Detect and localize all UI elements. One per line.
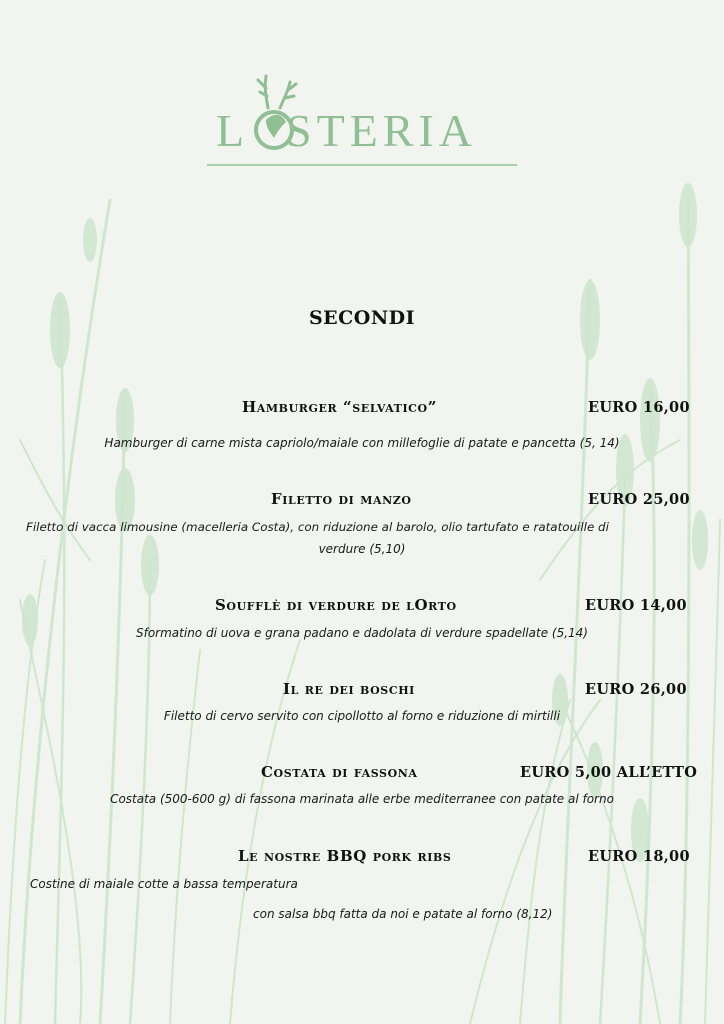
dish-description: Filetto di cervo servito con cipollotto al forno e riduzione di mirtilli: [163, 709, 561, 723]
dish-description: verdure (5,10): [318, 542, 406, 556]
section-title: SECONDI: [308, 307, 416, 329]
dish-price: EURO 5,00 ALL’ETTO: [520, 764, 698, 781]
restaurant-logo: [0, 0, 724, 180]
dish-name: Hamburger “selvatico”: [242, 398, 437, 416]
dish-price: EURO 25,00: [588, 491, 690, 508]
dish-name: Filetto di manzo: [271, 490, 412, 508]
dish-price: EURO 18,00: [588, 848, 690, 865]
dish-description: con salsa bbq fatta da noi e patate al forno (8,12): [253, 907, 553, 921]
dish-name: Le nostre BBQ pork ribs: [238, 847, 452, 865]
dish-name: Costata di fassona: [261, 763, 418, 781]
dish-name: Soufflè di verdure de lOrto: [215, 596, 457, 614]
dish-price: EURO 14,00: [585, 597, 687, 614]
restaurant-logo-text: L STERIA: [216, 105, 477, 156]
dish-name: Il re dei boschi: [283, 680, 415, 698]
logo-underline: [207, 164, 517, 166]
dish-description: Costata (500-600 g) di fassona marinata alle erbe mediterranee con patate al forno: [110, 792, 614, 806]
dish-price: EURO 16,00: [588, 399, 690, 416]
dish-price: EURO 26,00: [585, 681, 687, 698]
dish-description: Filetto di vacca limousine (macelleria Costa), con riduzione al barolo, olio tartufato e ratatouille di: [26, 520, 609, 534]
dish-description: Costine di maiale cotte a bassa temperatura: [30, 877, 298, 891]
dish-description: Hamburger di carne mista capriolo/maiale con millefoglie di patate e pancetta (5, 14): [104, 436, 620, 450]
dish-description: Sformatino di uova e grana padano e dadolata di verdure spadellate (5,14): [136, 626, 588, 640]
